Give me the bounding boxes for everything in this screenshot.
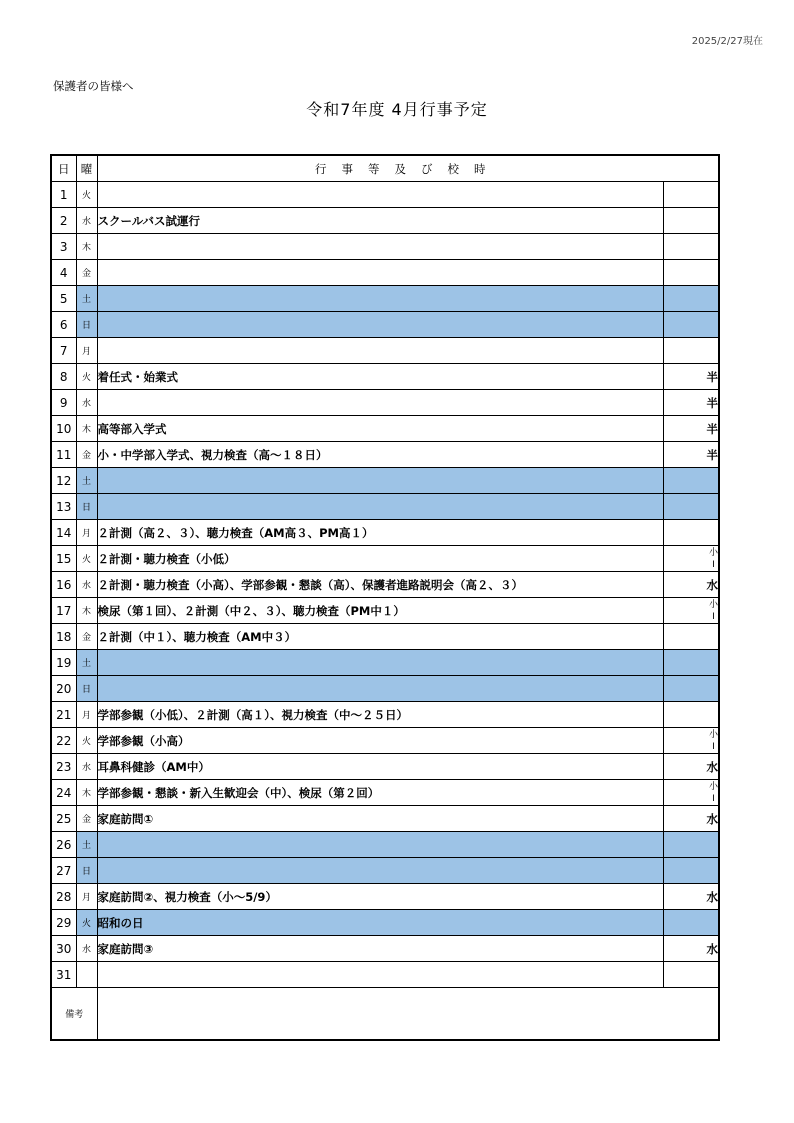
schedule-type-cell: 水 bbox=[663, 572, 719, 598]
table-row bbox=[51, 338, 719, 364]
schedule-type-cell bbox=[663, 208, 719, 234]
schedule-type-cell bbox=[663, 728, 719, 754]
day-cell: 18 bbox=[51, 624, 76, 650]
day-cell: 31 bbox=[51, 962, 76, 988]
schedule-type-cell bbox=[663, 182, 719, 208]
as-of-date: 2025/2/27現在 bbox=[691, 36, 763, 47]
schedule-type-bottom: Ⅰ bbox=[712, 559, 715, 570]
event-cell bbox=[97, 260, 663, 286]
event-cell: スクールバス試運行 bbox=[97, 208, 663, 234]
event-cell: 家庭訪問②、視力検査（小～5/9） bbox=[97, 884, 663, 910]
day-cell: 5 bbox=[51, 286, 76, 312]
weekday-cell: 金 bbox=[76, 260, 97, 286]
schedule-type-cell bbox=[663, 858, 719, 884]
table-header-row bbox=[51, 155, 719, 182]
table-row bbox=[51, 754, 719, 780]
event-cell bbox=[97, 338, 663, 364]
day-cell: 21 bbox=[51, 702, 76, 728]
schedule-type-cell bbox=[663, 546, 719, 572]
table-row bbox=[51, 520, 719, 546]
schedule-type-cell: 水 bbox=[663, 936, 719, 962]
event-cell: ２計測（中１）、聴力検査（AM中３） bbox=[97, 624, 663, 650]
table-row bbox=[51, 806, 719, 832]
weekday-cell: 月 bbox=[76, 338, 97, 364]
day-cell: 1 bbox=[51, 182, 76, 208]
schedule-type-cell bbox=[663, 598, 719, 624]
weekday-cell: 火 bbox=[76, 910, 97, 936]
schedule-type-bottom: Ⅰ bbox=[712, 793, 715, 804]
table-row bbox=[51, 624, 719, 650]
header-day: 日 bbox=[51, 155, 76, 182]
schedule-type-cell: 半 bbox=[663, 442, 719, 468]
day-cell: 25 bbox=[51, 806, 76, 832]
schedule-type-cell bbox=[663, 520, 719, 546]
weekday-cell: 火 bbox=[76, 182, 97, 208]
schedule-type-bottom: Ⅰ bbox=[712, 611, 715, 622]
schedule-type-cell: 水 bbox=[663, 754, 719, 780]
schedule-type-top: 小 bbox=[708, 729, 718, 740]
event-cell bbox=[97, 494, 663, 520]
event-cell bbox=[97, 858, 663, 884]
schedule-type-cell bbox=[663, 910, 719, 936]
event-cell bbox=[97, 390, 663, 416]
table-row bbox=[51, 910, 719, 936]
schedule-type-cell: 半 bbox=[663, 416, 719, 442]
schedule-type-cell bbox=[663, 962, 719, 988]
table-row bbox=[51, 442, 719, 468]
table-row bbox=[51, 780, 719, 806]
table-row bbox=[51, 728, 719, 754]
day-cell: 14 bbox=[51, 520, 76, 546]
table-row bbox=[51, 286, 719, 312]
event-cell: 学部参観（小高） bbox=[97, 728, 663, 754]
weekday-cell: 水 bbox=[76, 936, 97, 962]
table-row bbox=[51, 312, 719, 338]
table-row bbox=[51, 364, 719, 390]
event-cell: ２計測・聴力検査（小低） bbox=[97, 546, 663, 572]
schedule-type-cell bbox=[663, 650, 719, 676]
event-cell: 家庭訪問① bbox=[97, 806, 663, 832]
schedule-type-stack bbox=[709, 547, 718, 571]
table-row bbox=[51, 390, 719, 416]
day-cell: 27 bbox=[51, 858, 76, 884]
table-row bbox=[51, 468, 719, 494]
schedule-type-cell: 半 bbox=[663, 390, 719, 416]
schedule-type-stack bbox=[709, 729, 718, 753]
event-cell bbox=[97, 832, 663, 858]
day-cell: 16 bbox=[51, 572, 76, 598]
day-cell: 30 bbox=[51, 936, 76, 962]
day-cell: 4 bbox=[51, 260, 76, 286]
schedule-type-cell bbox=[663, 702, 719, 728]
day-cell: 29 bbox=[51, 910, 76, 936]
weekday-cell: 土 bbox=[76, 832, 97, 858]
day-cell: 10 bbox=[51, 416, 76, 442]
event-cell bbox=[97, 962, 663, 988]
table-row bbox=[51, 260, 719, 286]
schedule-type-cell bbox=[663, 832, 719, 858]
event-cell: 家庭訪問③ bbox=[97, 936, 663, 962]
schedule-type-cell bbox=[663, 624, 719, 650]
weekday-cell: 土 bbox=[76, 286, 97, 312]
schedule-type-stack bbox=[709, 781, 718, 805]
schedule-type-top: 小 bbox=[708, 599, 718, 610]
table-row bbox=[51, 832, 719, 858]
schedule-type-top: 小 bbox=[708, 547, 718, 558]
event-cell: ２計測・聴力検査（小高）、学部参観・懇談（高）、保護者進路説明会（高２、３） bbox=[97, 572, 663, 598]
weekday-cell: 日 bbox=[76, 858, 97, 884]
table-row bbox=[51, 208, 719, 234]
day-cell: 13 bbox=[51, 494, 76, 520]
day-cell: 20 bbox=[51, 676, 76, 702]
day-cell: 26 bbox=[51, 832, 76, 858]
weekday-cell: 火 bbox=[76, 728, 97, 754]
event-cell bbox=[97, 182, 663, 208]
event-cell bbox=[97, 286, 663, 312]
schedule-type-cell: 半 bbox=[663, 364, 719, 390]
weekday-cell: 水 bbox=[76, 390, 97, 416]
day-cell: 24 bbox=[51, 780, 76, 806]
table-row bbox=[51, 962, 719, 988]
weekday-cell: 水 bbox=[76, 754, 97, 780]
day-cell: 9 bbox=[51, 390, 76, 416]
page-title: 令和7年度 4月行事予定 bbox=[306, 100, 488, 119]
weekday-cell: 火 bbox=[76, 546, 97, 572]
event-cell bbox=[97, 676, 663, 702]
table-row bbox=[51, 182, 719, 208]
day-cell: 7 bbox=[51, 338, 76, 364]
table-row bbox=[51, 702, 719, 728]
event-cell: 耳鼻科健診（AM中） bbox=[97, 754, 663, 780]
remarks-body bbox=[97, 988, 719, 1041]
table-row bbox=[51, 546, 719, 572]
schedule-type-cell bbox=[663, 286, 719, 312]
event-cell: 昭和の日 bbox=[97, 910, 663, 936]
table-row bbox=[51, 858, 719, 884]
event-cell bbox=[97, 312, 663, 338]
table-row bbox=[51, 416, 719, 442]
table-row bbox=[51, 884, 719, 910]
event-cell bbox=[97, 650, 663, 676]
schedule-table bbox=[50, 154, 720, 1041]
schedule-type-cell bbox=[663, 338, 719, 364]
table-row bbox=[51, 598, 719, 624]
weekday-cell: 月 bbox=[76, 520, 97, 546]
day-cell: 12 bbox=[51, 468, 76, 494]
weekday-cell: 日 bbox=[76, 494, 97, 520]
table-row bbox=[51, 234, 719, 260]
weekday-cell bbox=[76, 962, 97, 988]
schedule-type-cell bbox=[663, 780, 719, 806]
table-row bbox=[51, 676, 719, 702]
table-row bbox=[51, 572, 719, 598]
event-cell bbox=[97, 468, 663, 494]
day-cell: 19 bbox=[51, 650, 76, 676]
weekday-cell: 土 bbox=[76, 650, 97, 676]
weekday-cell: 水 bbox=[76, 208, 97, 234]
weekday-cell: 土 bbox=[76, 468, 97, 494]
table-row bbox=[51, 650, 719, 676]
schedule-type-cell bbox=[663, 260, 719, 286]
weekday-cell: 水 bbox=[76, 572, 97, 598]
day-cell: 8 bbox=[51, 364, 76, 390]
day-cell: 22 bbox=[51, 728, 76, 754]
event-cell: 高等部入学式 bbox=[97, 416, 663, 442]
weekday-cell: 金 bbox=[76, 624, 97, 650]
weekday-cell: 月 bbox=[76, 884, 97, 910]
weekday-cell: 月 bbox=[76, 702, 97, 728]
weekday-cell: 木 bbox=[76, 416, 97, 442]
schedule-type-top: 小 bbox=[708, 781, 718, 792]
weekday-cell: 金 bbox=[76, 442, 97, 468]
event-cell: ２計測（高２、３）、聴力検査（AM高３、PM高１） bbox=[97, 520, 663, 546]
day-cell: 15 bbox=[51, 546, 76, 572]
event-cell: 学部参観・懇談・新入生歓迎会（中）、検尿（第２回） bbox=[97, 780, 663, 806]
schedule-type-bottom: Ⅰ bbox=[712, 741, 715, 752]
event-cell: 学部参観（小低）、２計測（高１）、視力検査（中～２５日） bbox=[97, 702, 663, 728]
greeting: 保護者の皆様へ bbox=[53, 79, 134, 93]
event-cell: 小・中学部入学式、視力検査（高～１８日） bbox=[97, 442, 663, 468]
weekday-cell: 木 bbox=[76, 598, 97, 624]
table-row bbox=[51, 494, 719, 520]
header-weekday: 曜 bbox=[76, 155, 97, 182]
day-cell: 6 bbox=[51, 312, 76, 338]
day-cell: 28 bbox=[51, 884, 76, 910]
header-events: 行事等及び校時 bbox=[97, 155, 719, 182]
weekday-cell: 木 bbox=[76, 234, 97, 260]
remarks-row bbox=[51, 988, 719, 1041]
weekday-cell: 金 bbox=[76, 806, 97, 832]
weekday-cell: 日 bbox=[76, 312, 97, 338]
event-cell: 検尿（第１回）、２計測（中２、３）、聴力検査（PM中１） bbox=[97, 598, 663, 624]
schedule-type-stack bbox=[709, 599, 718, 623]
table-row bbox=[51, 936, 719, 962]
schedule-type-cell: 水 bbox=[663, 884, 719, 910]
schedule-type-cell bbox=[663, 676, 719, 702]
remarks-label: 備考 bbox=[51, 988, 97, 1041]
weekday-cell: 火 bbox=[76, 364, 97, 390]
event-cell: 着任式・始業式 bbox=[97, 364, 663, 390]
event-cell bbox=[97, 234, 663, 260]
schedule-type-cell: 水 bbox=[663, 806, 719, 832]
day-cell: 11 bbox=[51, 442, 76, 468]
schedule-type-cell bbox=[663, 468, 719, 494]
weekday-cell: 木 bbox=[76, 780, 97, 806]
schedule-type-cell bbox=[663, 234, 719, 260]
schedule-type-cell bbox=[663, 312, 719, 338]
day-cell: 17 bbox=[51, 598, 76, 624]
weekday-cell: 日 bbox=[76, 676, 97, 702]
schedule-type-cell bbox=[663, 494, 719, 520]
day-cell: 2 bbox=[51, 208, 76, 234]
day-cell: 3 bbox=[51, 234, 76, 260]
day-cell: 23 bbox=[51, 754, 76, 780]
